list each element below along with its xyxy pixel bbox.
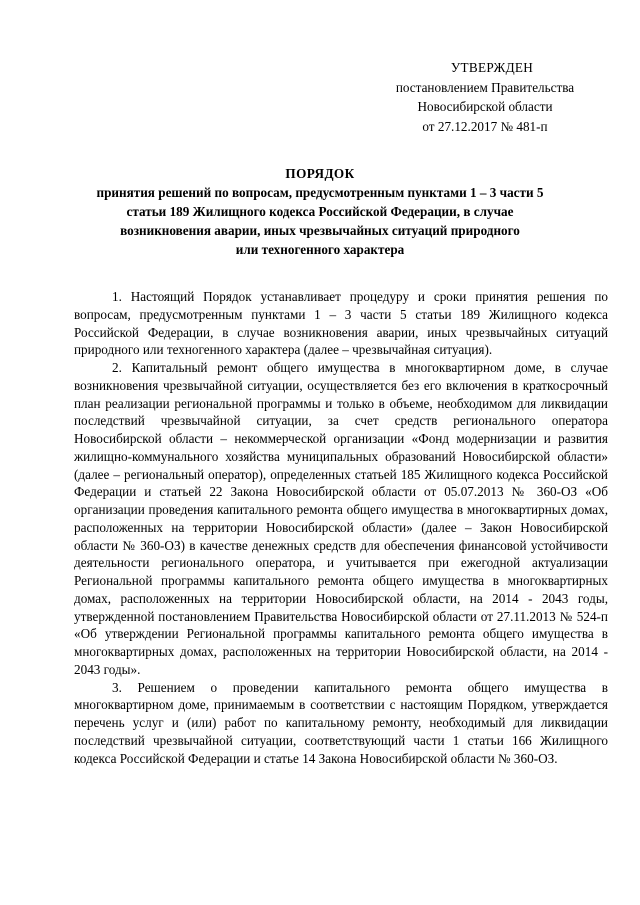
document-body xyxy=(74,288,608,767)
document-title-line-4: или техногенного характера xyxy=(235,242,405,257)
document-title-line-3: возникновения аварии, иных чрезвычайных ситуаций природного xyxy=(120,223,520,238)
paragraph-2: 2. Капитальный ремонт общего имущества в многоквартирном доме, в случае возникновения чрезвычайной ситуации, осуществляется без его включения в краткосрочный план реализации региональной программы и только в объеме, необходимом для ликвидации последствий чрезвычайной ситуации, за счет средств регионального оператора Новосибирской области – некоммерческой организации «Фонд модернизации и развития жилищно-коммунального хозяйства муниципальных образований Новосибирской области» (далее – региональный оператор), определенных статьей 185 Жилищного кодекса Российской Федерации и статьей 22 Закона Новосибирской области от 05.07.2013 № 360-ОЗ «Об организации проведения капитального ремонта общего имущества в многоквартирных домах, расположенных на территории Новосибирской области» (далее – Закон Новосибирской области № 360-ОЗ) в качестве денежных средств для обеспечения финансовой устойчивости деятельности регионального оператора, и учитывается при ежегодной актуализации Региональной программы капитального ремонта общего имущества в многоквартирных домах, расположенных на территории Новосибирской области, на 2014 - 2043 годы, утвержденной постановлением Правительства Новосибирской области от 27.11.2013 № 524-п «Об утверждении Региональной программы капитального ремонта общего имущества в многоквартирных домах, расположенных на территории Новосибирской области, на 2014 - 2043 годы». xyxy=(74,360,608,677)
approval-date-number: от 27.12.2017 № 481-п xyxy=(422,118,548,134)
paragraph-3: 3. Решением о проведении капитального ремонта общего имущества в многоквартирном доме, принимаемым в соответствии с настоящим Порядком, утверждается перечень услуг и (или) работ по капитальному ремонту, необходимый для ликвидации последствий чрезвычайной ситуации, соответствующий части 1 статьи 166 Жилищного кодекса Российской Федерации и статье 14 Закона Новосибирской области № 360-ОЗ. xyxy=(74,679,608,766)
approval-status: УТВЕРЖДЕН xyxy=(450,60,534,75)
document-title xyxy=(70,164,570,259)
document-title-main: ПОРЯДОК xyxy=(285,166,355,181)
approval-stamp xyxy=(380,58,590,136)
approval-authority: постановлением Правительства xyxy=(395,79,575,95)
document-title-line-2: статьи 189 Жилищного кодекса Российской Федерации, в случае xyxy=(126,204,514,219)
approval-region: Новосибирской области xyxy=(417,99,553,114)
paragraph-1: 1. Настоящий Порядок устанавливает процедуру и сроки принятия решения по вопросам, предусмотренным пунктами 1 – 3 части 5 статьи 189 Жилищного кодекса Российской Федерации, в случае возникновения аварии, иных чрезвычайных ситуаций природного или техногенного характера (далее – чрезвычайная ситуация). xyxy=(74,289,608,358)
document-title-line-1: принятия решений по вопросам, предусмотренным пунктами 1 – 3 части 5 xyxy=(96,185,544,200)
